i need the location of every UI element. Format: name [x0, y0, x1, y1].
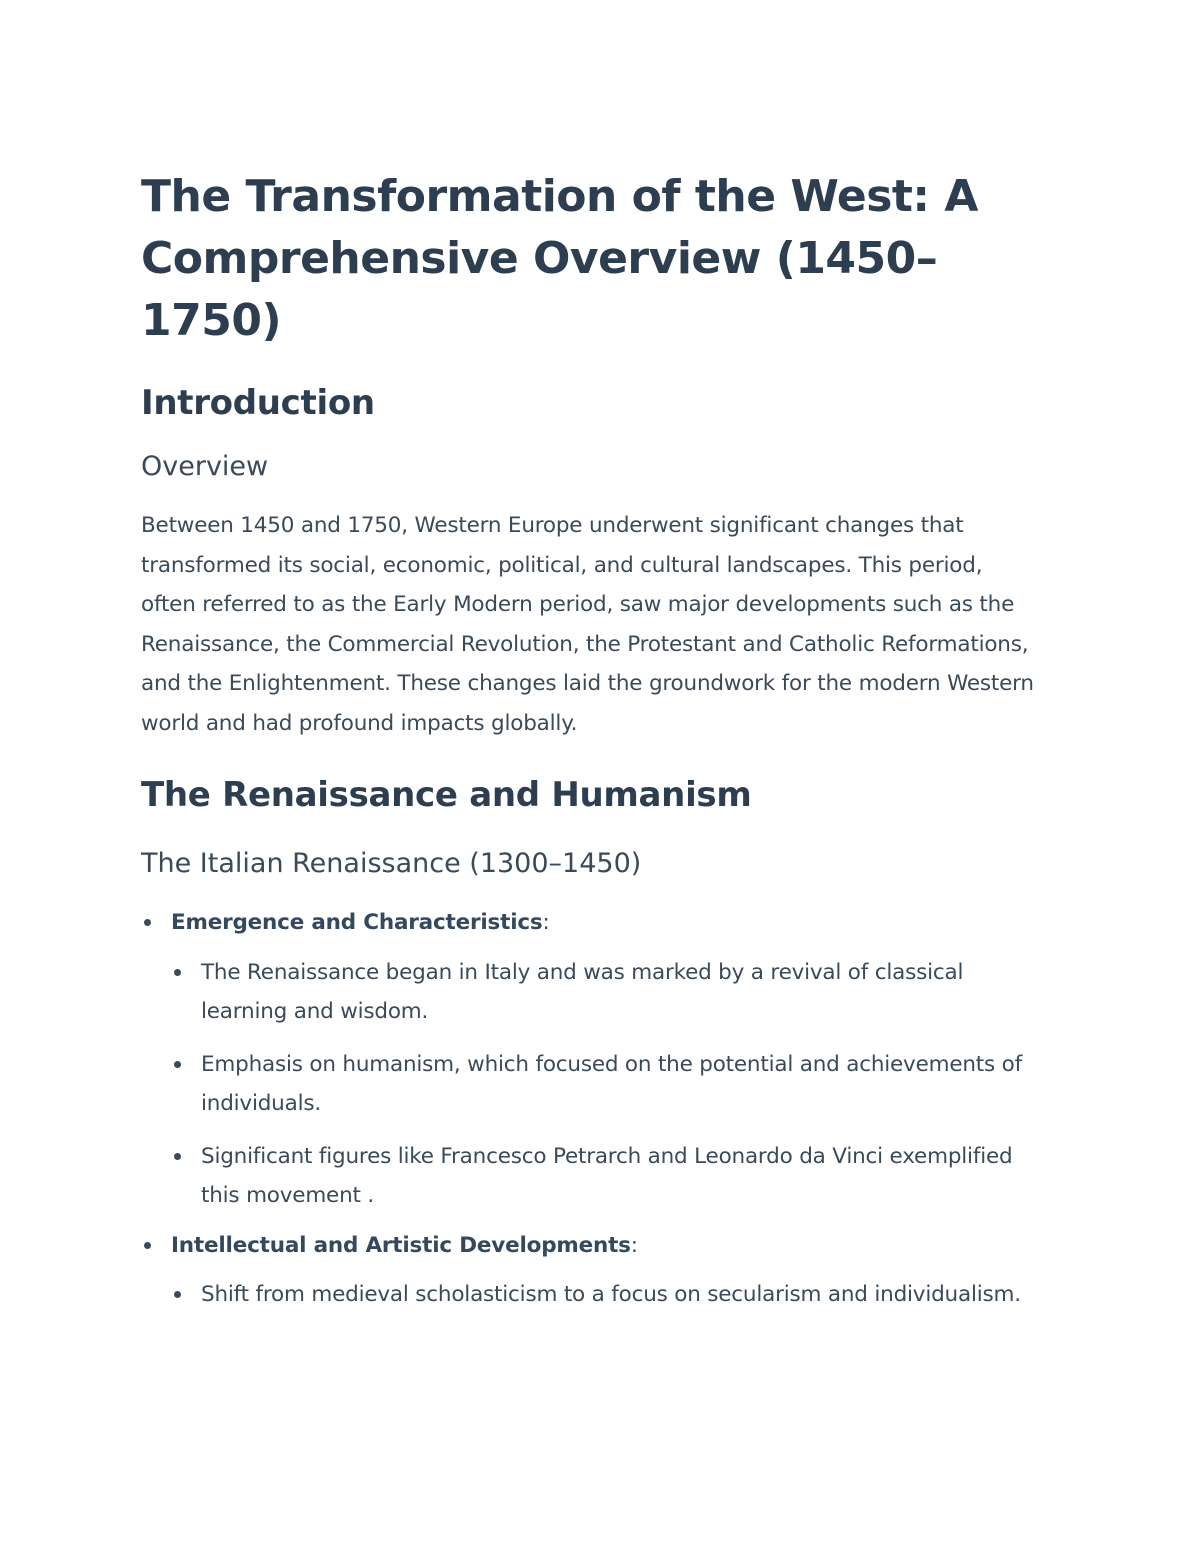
- subsection-heading-overview: Overview: [141, 451, 269, 482]
- bullet-icon: [174, 1153, 181, 1160]
- nested-bullet-list: [171, 1275, 1041, 1315]
- list-item: [141, 903, 1041, 1216]
- list-item: [171, 1137, 1041, 1216]
- subsection-heading-italian-renaissance: The Italian Renaissance (1300–1450): [141, 848, 642, 879]
- nested-bullet-list: [171, 953, 1041, 1216]
- list-item-text: The Renaissance began in Italy and was marked by a revival of classical learning and wisdom.: [201, 959, 964, 1024]
- bullet-icon: [174, 969, 181, 976]
- bullet-icon: [174, 1061, 181, 1068]
- document-title: The Transformation of the West: A Comprehensive Overview (1450–1750): [141, 171, 978, 346]
- list-item-text: Shift from medieval scholasticism to a focus on secularism and individualism.: [201, 1282, 1021, 1307]
- list-item: [141, 1226, 1041, 1315]
- section-heading-introduction: Introduction: [141, 383, 375, 423]
- list-item: [171, 1275, 1041, 1315]
- list-item-text: Significant figures like Francesco Petrarch and Leonardo da Vinci exemplified this movement .: [201, 1143, 1013, 1208]
- section-heading-renaissance: The Renaissance and Humanism: [141, 775, 752, 815]
- bullet-list: [141, 903, 1041, 1315]
- bullet-icon: [144, 919, 151, 926]
- list-item-label: Emergence and Characteristics: [171, 910, 543, 935]
- list-item: [171, 953, 1041, 1032]
- list-item-suffix: :: [542, 910, 550, 935]
- list-item-label: Intellectual and Artistic Developments: [171, 1232, 631, 1258]
- bullet-icon: [144, 1242, 151, 1249]
- list-item-suffix: :: [630, 1232, 638, 1258]
- list-item-text: Emphasis on humanism, which focused on the potential and achievements of individuals.: [201, 1051, 1022, 1116]
- overview-paragraph: Between 1450 and 1750, Western Europe underwent significant changes that transformed its social, economic, political, and cultural landscapes. This period, often referred to as the Early Modern period, saw major developments such as the Renaissance, the Commercial Revolution, the Protestant and Catholic Reformations, and the Enlightenment. These changes laid the groundwork for the modern Western world and had profound impacts globally.: [141, 513, 1034, 736]
- document-page: [141, 166, 1041, 1315]
- list-item: [171, 1045, 1041, 1124]
- bullet-icon: [174, 1291, 181, 1298]
